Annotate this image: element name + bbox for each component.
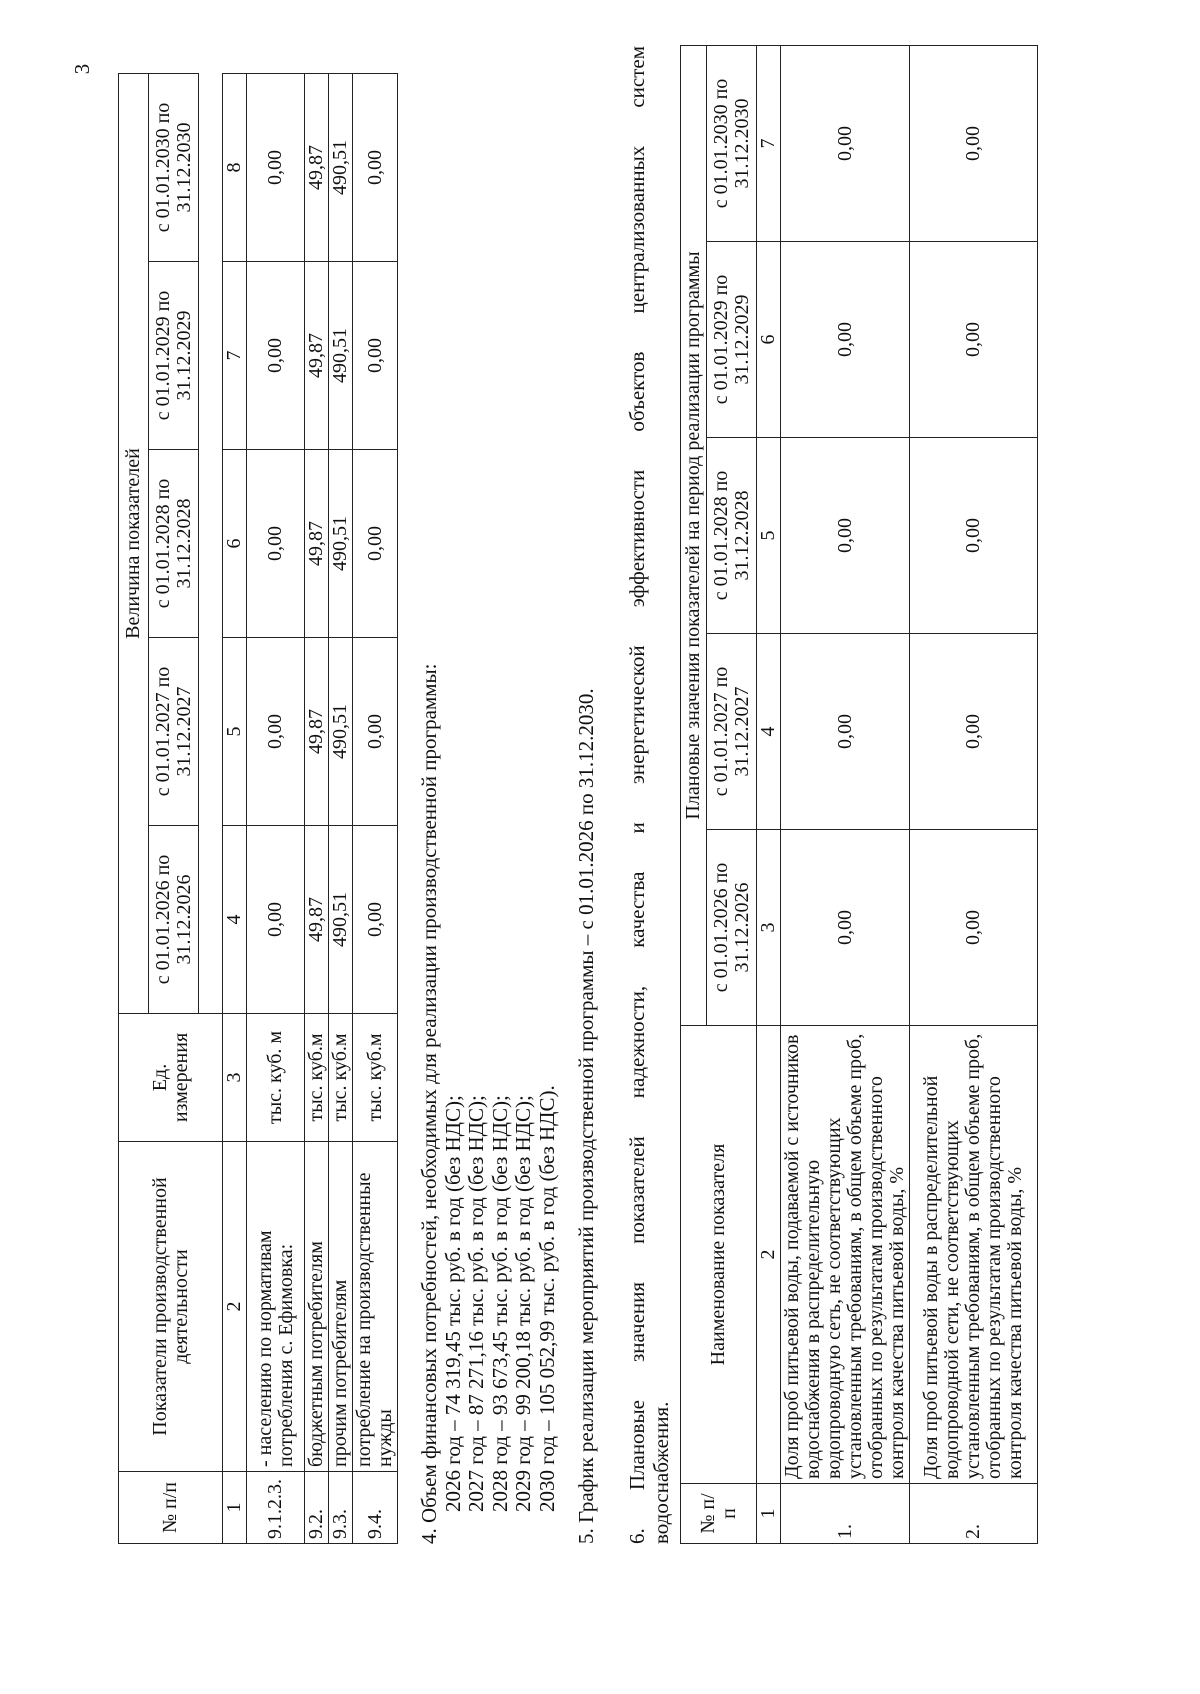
col-number: 4 xyxy=(757,634,781,830)
row-name: - населению по нормативам потребления с. Ефимовка: xyxy=(247,1142,305,1472)
col-number: 3 xyxy=(757,830,781,1026)
header-num: № п/п xyxy=(681,1484,757,1544)
row-value: 0,00 xyxy=(353,74,398,262)
header-period: с 01.01.2028 по 31.12.2028 xyxy=(707,438,757,634)
row-value: 0,00 xyxy=(781,634,910,830)
row-value: 49,87 xyxy=(305,450,329,638)
col-number: 2 xyxy=(223,1142,247,1472)
header-period: с 01.01.2029 по 31.12.2029 xyxy=(707,242,757,438)
section-6 xyxy=(626,46,673,1544)
col-number: 2 xyxy=(757,1026,781,1484)
row-unit: тыс. куб.м xyxy=(305,1014,329,1142)
col-number: 7 xyxy=(757,45,781,241)
header-period: с 01.01.2026 по 31.12.2026 xyxy=(707,830,757,1026)
finance-line: 2026 год – 74 319,45 тыс. руб. в год (без НДС); xyxy=(440,1095,465,1512)
row-value: 0,00 xyxy=(910,634,1038,830)
row-value: 0,00 xyxy=(910,242,1038,438)
col-number: 6 xyxy=(757,242,781,438)
col-number: 6 xyxy=(223,450,247,638)
row-value: 0,00 xyxy=(781,242,910,438)
row-value: 490,51 xyxy=(329,826,353,1014)
row-value: 0,00 xyxy=(247,450,305,638)
header-period: с 01.01.2030 по 31.12.2030 xyxy=(149,74,199,262)
row-name: прочим потребителям xyxy=(329,1142,353,1472)
row-value: 0,00 xyxy=(353,450,398,638)
quality-indicators-table xyxy=(680,45,1038,1544)
col-number: 5 xyxy=(757,438,781,634)
row-name: бюджетным потребителям xyxy=(305,1142,329,1472)
row-value: 490,51 xyxy=(329,638,353,826)
header-num: № п/п xyxy=(119,1472,223,1544)
row-value: 0,00 xyxy=(781,830,910,1026)
header-period: с 01.01.2027 по 31.12.2027 xyxy=(149,638,199,826)
row-num: 9.3. xyxy=(329,1472,353,1544)
row-value: 0,00 xyxy=(353,826,398,1014)
row-num: 1. xyxy=(781,1484,910,1544)
header-unit: Ед. измерения xyxy=(119,1014,223,1142)
row-num: 9.4. xyxy=(353,1472,398,1544)
row-value: 49,87 xyxy=(305,74,329,262)
row-value: 49,87 xyxy=(305,638,329,826)
section-5: 5. График реализации мероприятий производственной программы – с 01.01.2026 по 31.12.2030. xyxy=(574,688,598,1544)
finance-line: 2030 год – 105 052,99 тыс. руб. в год (без НДС). xyxy=(534,1085,559,1512)
row-value: 0,00 xyxy=(910,830,1038,1026)
row-value: 0,00 xyxy=(910,45,1038,241)
header-value-group: Величина показателей xyxy=(119,74,149,1014)
row-value: 0,00 xyxy=(781,438,910,634)
col-number: 8 xyxy=(223,74,247,262)
row-value: 0,00 xyxy=(247,638,305,826)
row-num: 9.1.2.3. xyxy=(247,1472,305,1544)
header-period: с 01.01.2026 по 31.12.2026 xyxy=(149,826,199,1014)
row-value: 0,00 xyxy=(247,74,305,262)
row-name: Доля проб питьевой воды, подаваемой с источников водоснабжения в распределительную водопроводную сеть, не соответствующих установленным требованиям, в общем объеме проб, отобранных по результатам производственного контроля качества питьевой воды, % xyxy=(781,1026,910,1484)
header-indicator: Показатели производственной деятельности xyxy=(119,1142,223,1472)
col-number: 3 xyxy=(223,1014,247,1142)
finance-line: 2027 год – 87 271,16 тыс. руб. в год (без НДС); xyxy=(464,1095,489,1512)
row-unit: тыс. куб.м xyxy=(329,1014,353,1142)
section-6-line2: водоснабжения. xyxy=(648,1401,673,1544)
col-number: 5 xyxy=(223,638,247,826)
col-number: 7 xyxy=(223,262,247,450)
section-4-title: 4. Объем финансовых потребностей, необходимых для реализации производственной программы: xyxy=(417,663,441,1544)
row-value: 490,51 xyxy=(329,450,353,638)
col-number: 4 xyxy=(223,826,247,1014)
row-name: Доля проб питьевой воды в распределительной водопроводной сети, не соответствующих установленным требованиям, в общем объеме проб, отобранных по результатам производственного контроля качества питьевой воды, % xyxy=(910,1026,1038,1484)
header-period: с 01.01.2030 по 31.12.2030 xyxy=(707,45,757,241)
row-num: 9.2. xyxy=(305,1472,329,1544)
col-number: 1 xyxy=(757,1484,781,1544)
header-group: Плановые значения показателей на период реализации программы xyxy=(681,45,707,1025)
row-value: 0,00 xyxy=(353,638,398,826)
header-name: Наименование показателя xyxy=(681,1026,757,1484)
finance-line: 2029 год – 99 200,18 тыс. руб. в год (без НДС); xyxy=(511,1095,536,1512)
row-unit: тыс. куб. м xyxy=(247,1014,305,1142)
header-period: с 01.01.2029 по 31.12.2029 xyxy=(149,262,199,450)
row-value: 0,00 xyxy=(247,262,305,450)
row-value: 0,00 xyxy=(910,438,1038,634)
page-number: 3 xyxy=(70,63,94,75)
header-period: с 01.01.2028 по 31.12.2028 xyxy=(149,450,199,638)
col-number: 1 xyxy=(223,1472,247,1544)
row-unit: тыс. куб.м xyxy=(353,1014,398,1142)
header-period: с 01.01.2027 по 31.12.2027 xyxy=(707,634,757,830)
row-value: 0,00 xyxy=(781,45,910,241)
row-name: потребление на производственные нужды xyxy=(353,1142,398,1472)
row-num: 2. xyxy=(910,1484,1038,1544)
section-4 xyxy=(418,74,559,1544)
row-value: 0,00 xyxy=(353,262,398,450)
row-value: 490,51 xyxy=(329,262,353,450)
row-value: 49,87 xyxy=(305,262,329,450)
production-indicators-table xyxy=(118,73,398,1544)
section-6-line1: 6. Плановые значения показателей надежности, качества и энергетической эффективности объектов централизованных систем xyxy=(625,46,649,1544)
row-value: 0,00 xyxy=(247,826,305,1014)
row-value: 49,87 xyxy=(305,826,329,1014)
finance-line: 2028 год – 93 673,45 тыс. руб. в год (без НДС); xyxy=(487,1095,512,1512)
row-value: 490,51 xyxy=(329,74,353,262)
